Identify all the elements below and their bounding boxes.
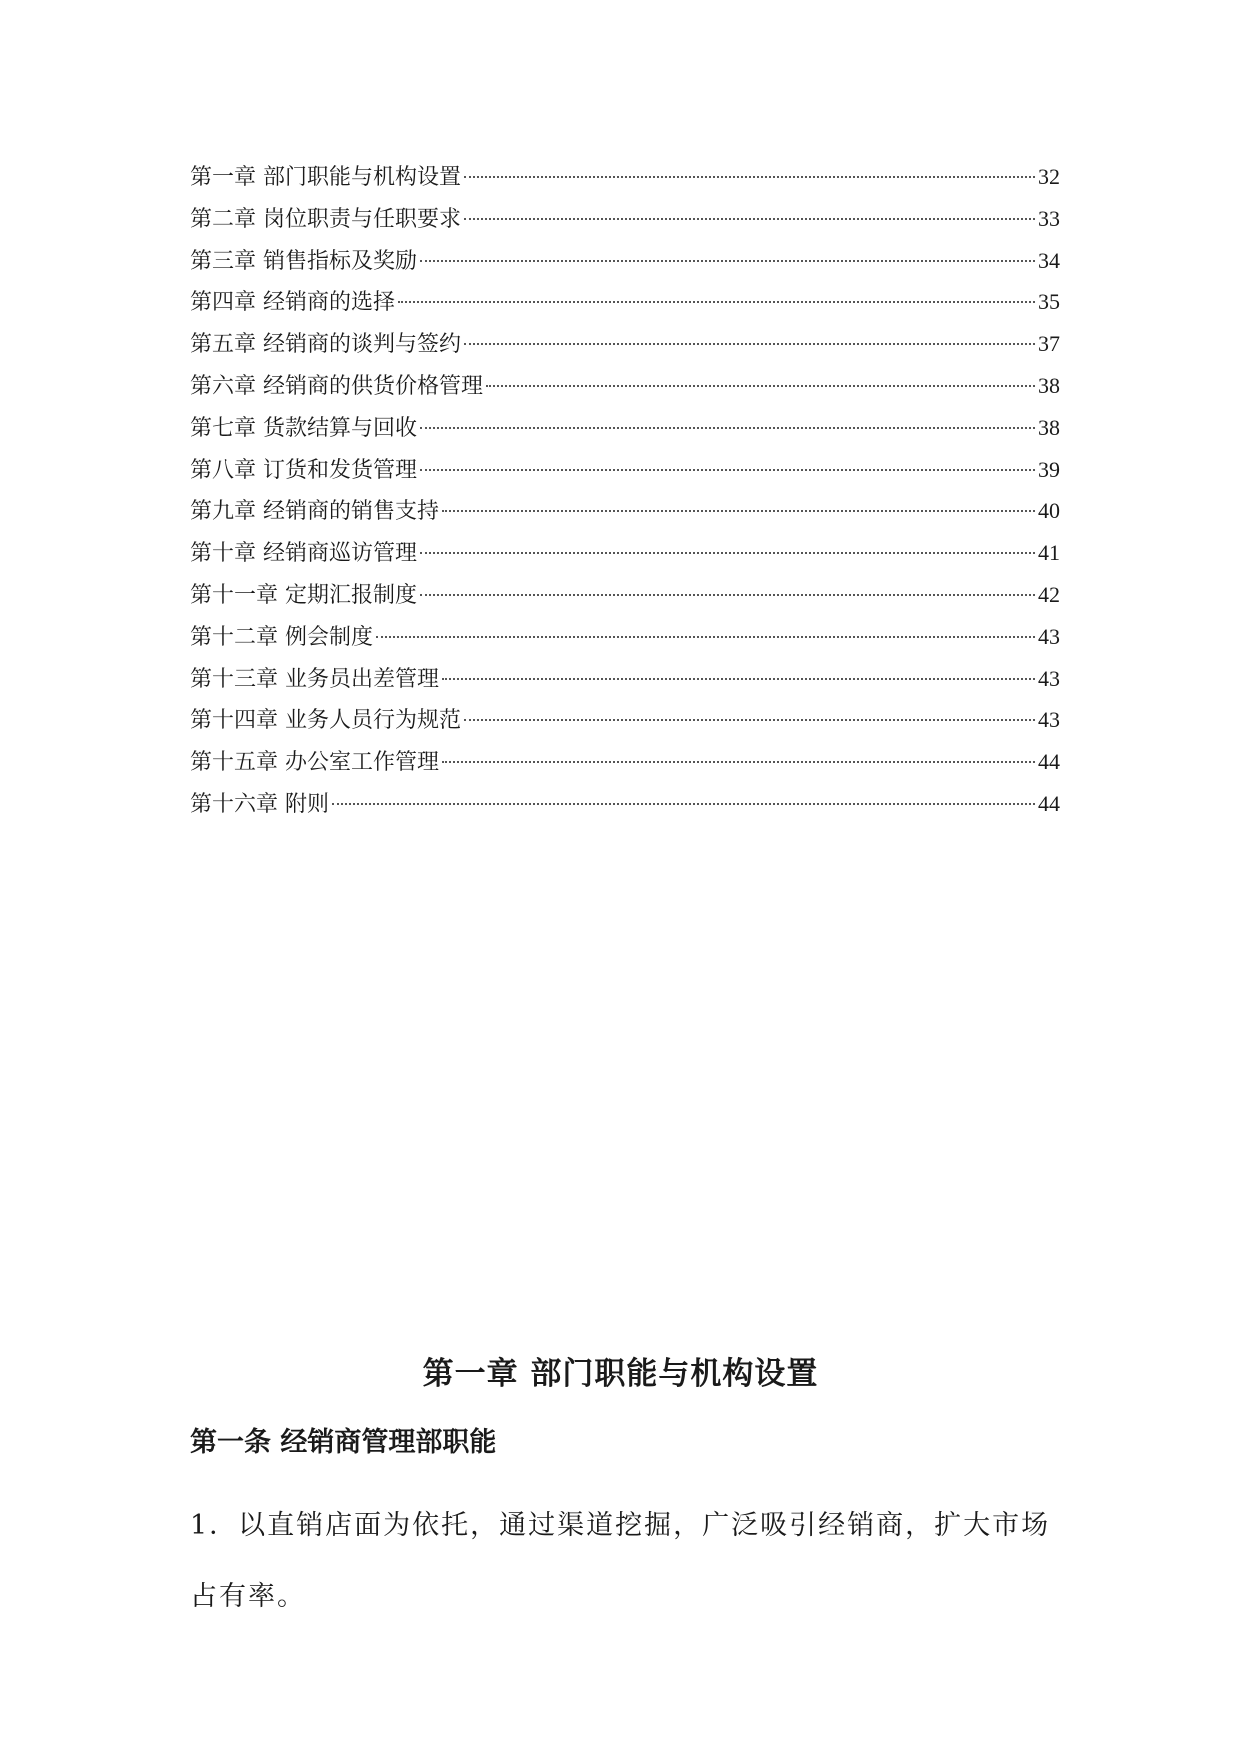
toc-dot-leader	[442, 761, 1035, 763]
toc-entry[interactable]	[190, 783, 1060, 825]
toc-dot-leader	[398, 301, 1035, 303]
toc-dot-leader	[442, 510, 1035, 512]
toc-entry-page: 38	[1038, 372, 1060, 398]
toc-entry[interactable]	[190, 574, 1060, 616]
toc-entry-title: 第八章 订货和发货管理	[190, 457, 417, 483]
toc-entry[interactable]	[190, 407, 1060, 449]
toc-dot-leader	[420, 469, 1035, 471]
toc-entry[interactable]	[190, 156, 1060, 198]
toc-entry-page: 38	[1038, 414, 1060, 440]
toc-dot-leader	[420, 552, 1035, 554]
toc-dot-leader	[464, 218, 1035, 220]
toc-entry-title: 第十二章 例会制度	[190, 624, 373, 650]
toc-entry-page: 40	[1038, 498, 1060, 524]
toc-entry[interactable]	[190, 490, 1060, 532]
chapter-heading: 第一章 部门职能与机构设置	[422, 1356, 819, 1392]
toc-entry-title: 第九章 经销商的销售支持	[190, 499, 439, 525]
toc-entry[interactable]	[190, 658, 1060, 700]
toc-entry-page: 44	[1038, 790, 1060, 816]
toc-entry[interactable]	[190, 240, 1060, 282]
toc-entry-page: 44	[1038, 749, 1060, 775]
toc-entry-title: 第十一章 定期汇报制度	[190, 582, 417, 608]
toc-entry-title: 第五章 经销商的谈判与签约	[190, 332, 461, 358]
toc-entry[interactable]	[190, 449, 1060, 491]
toc-entry-title: 第七章 货款结算与回收	[190, 415, 417, 441]
toc-entry-title: 第一章 部门职能与机构设置	[190, 165, 461, 190]
toc-entry-title: 第十五章 办公室工作管理	[190, 750, 439, 776]
toc-entry-page: 43	[1038, 665, 1060, 691]
toc-entry[interactable]	[190, 616, 1060, 658]
toc-entry-page: 32	[1038, 164, 1060, 189]
toc-dot-leader	[486, 385, 1035, 387]
toc-entry[interactable]	[190, 365, 1060, 407]
toc-dot-leader	[420, 594, 1035, 596]
toc-dot-leader	[420, 260, 1035, 262]
toc-entry[interactable]	[190, 699, 1060, 741]
toc-entry-title: 第十六章 附则	[190, 791, 329, 817]
toc-entry[interactable]	[190, 281, 1060, 323]
toc-entry[interactable]	[190, 198, 1060, 240]
toc-entry-title: 第三章 销售指标及奖励	[190, 248, 417, 274]
toc-entry-title: 第十四章 业务人员行为规范	[190, 708, 461, 734]
toc-dot-leader	[332, 803, 1035, 805]
toc-entry[interactable]	[190, 323, 1060, 365]
toc-entry-title: 第六章 经销商的供货价格管理	[190, 373, 483, 399]
toc-entry-page: 35	[1038, 289, 1060, 315]
toc-dot-leader	[464, 343, 1035, 345]
toc-entry-title: 第十三章 业务员出差管理	[190, 666, 439, 692]
toc-entry-title: 第四章 经销商的选择	[190, 290, 395, 316]
toc-dot-leader	[376, 636, 1035, 638]
toc-entry-page: 34	[1038, 247, 1060, 273]
toc-entry-page: 43	[1038, 707, 1060, 733]
toc-dot-leader	[464, 719, 1035, 721]
toc-entry-page: 33	[1038, 205, 1060, 231]
toc-entry-title: 第二章 岗位职责与任职要求	[190, 206, 461, 232]
toc-entry-page: 41	[1038, 540, 1060, 566]
toc-entry-page: 43	[1038, 623, 1060, 649]
toc-entry-page: 37	[1038, 331, 1060, 357]
toc-dot-leader	[420, 427, 1035, 429]
toc-entry[interactable]	[190, 741, 1060, 783]
toc-entry-page: 42	[1038, 581, 1060, 607]
toc-entry-page: 39	[1038, 456, 1060, 482]
toc-dot-leader	[442, 678, 1035, 680]
table-of-contents	[190, 156, 1060, 825]
toc-dot-leader	[464, 176, 1035, 178]
body-paragraph: 1．以直销店面为依托，通过渠道挖掘，广泛吸引经销商，扩大市场占有率。	[190, 1510, 1051, 1612]
toc-entry-title: 第十章 经销商巡访管理	[190, 541, 417, 567]
article-heading: 第一条 经销商管理部职能	[190, 1427, 497, 1458]
toc-entry[interactable]	[190, 532, 1060, 574]
